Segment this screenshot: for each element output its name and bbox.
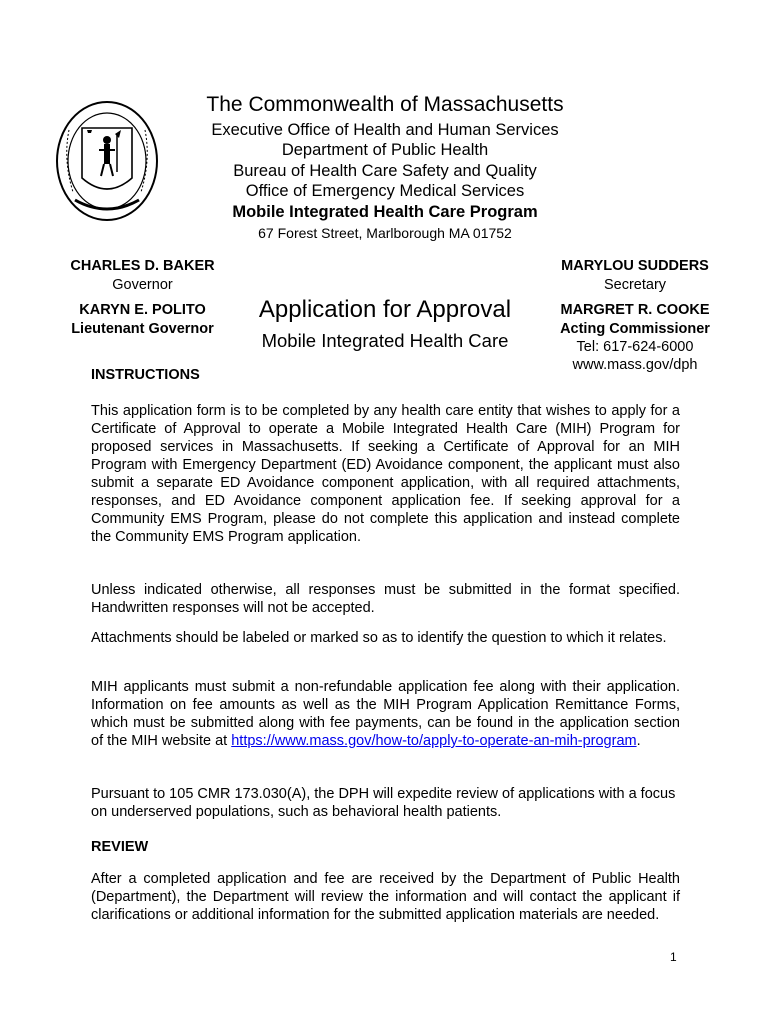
commissioner-name: MARGRET R. COOKE — [560, 302, 710, 318]
instructions-paragraph-4 — [91, 678, 680, 750]
header-title: The Commonwealth of Massachusetts — [206, 93, 564, 116]
instructions-paragraph-2: Unless indicated otherwise, all responses must be submitted in the format specified. Handwritten responses will not be accepted. — [91, 582, 680, 616]
governor-title: Governor — [112, 277, 173, 293]
fee-info-end: . — [636, 733, 641, 749]
header-line-bureau: Bureau of Health Care Safety and Quality — [233, 162, 537, 180]
header-line-eohhs: Executive Office of Health and Human Services — [211, 121, 559, 139]
fee-info-text: MIH applicants must submit a non-refundable application fee along with their application. Information on fee amounts as well as the MIH Program Application Remittance Forms, which must be submitted along with fee payments, can be found in the application section of the MIH website at — [91, 679, 680, 749]
governor-name: CHARLES D. BAKER — [70, 258, 215, 274]
header-address: 67 Forest Street, Marlborough MA 01752 — [258, 225, 512, 241]
header-program: Mobile Integrated Health Care Program — [232, 203, 538, 221]
instructions-heading: INSTRUCTIONS — [91, 367, 200, 383]
review-paragraph-1: After a completed application and fee are received by the Department of Public Health (Department), the Department will review the information and will contact the applicant if clarifications or additional information for the submitted application materials are needed. — [91, 871, 680, 923]
page-number: 1 — [670, 950, 677, 964]
review-heading: REVIEW — [91, 839, 149, 855]
instructions-paragraph-3: Attachments should be labeled or marked so as to identify the question to which it relates. — [91, 630, 667, 646]
header-line-dph: Department of Public Health — [281, 141, 489, 159]
phone: Tel: 617-624-6000 — [576, 339, 694, 355]
secretary-name: MARYLOU SUDDERS — [561, 258, 709, 274]
header-line-oems: Office of Emergency Medical Services — [245, 182, 525, 200]
mih-website-link[interactable]: https://www.mass.gov/how-to/apply-to-operate-an-mih-program — [231, 733, 637, 749]
commissioner-title: Acting Commissioner — [560, 321, 710, 337]
document-title: Application for Approval — [258, 296, 512, 323]
instructions-paragraph-5: Pursuant to 105 CMR 173.030(A), the DPH will expedite review of applications with a focus on underserved populations, such as behavioral health patients. — [91, 786, 676, 820]
website: www.mass.gov/dph — [572, 357, 698, 373]
instructions-paragraph-1: This application form is to be completed by any health care entity that wishes to apply for a Certificate of Approval to operate a Mobile Integrated Health Care (MIH) Program for proposed services in Massachusetts. If seeking a Certificate of Approval for an MIH Program with Emergency Department (ED) Avoidance component, the applicant must also submit a separate ED Avoidance component application, with all required attachments, responses, and ED Avoidance component application fee. If seeking approval for a Community EMS Program, please do not complete this application and instead complete the Community EMS Program application. — [91, 403, 680, 545]
document-subtitle: Mobile Integrated Health Care — [261, 330, 509, 351]
lt-governor-title: Lieutenant Governor — [71, 321, 214, 337]
lt-governor-name: KARYN E. POLITO — [79, 302, 206, 318]
secretary-title: Secretary — [603, 277, 667, 293]
